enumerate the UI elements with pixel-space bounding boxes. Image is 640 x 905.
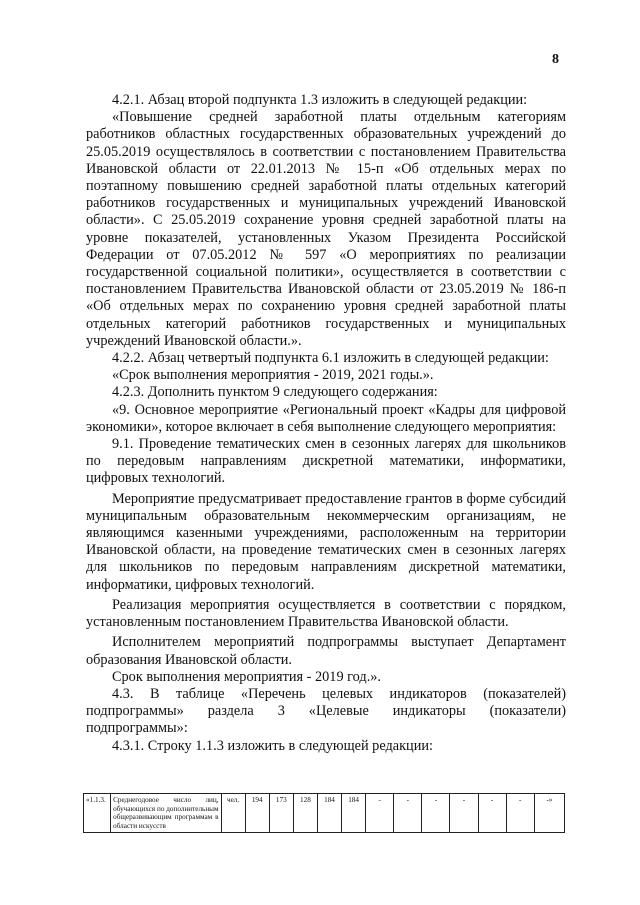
value-cell: 194 — [245, 794, 269, 833]
value-cell: - — [366, 794, 394, 833]
value-cell: - — [478, 794, 506, 833]
indicator-table-row — [83, 793, 565, 833]
paragraph-4-2-2: 4.2.2. Абзац четвертый подпункта 6.1 изложить в следующей редакции: — [112, 350, 549, 367]
value-cell: - — [422, 794, 450, 833]
paragraph-executor: Исполнителем мероприятий подпрограммы выступает Департамент образования Ивановской области. — [86, 634, 566, 668]
value-cell: - — [394, 794, 422, 833]
paragraph-term-2019: Срок выполнения мероприятия - 2019 год.». — [112, 668, 381, 685]
paragraph-measure-9-1: 9.1. Проведение тематических смен в сезонных лагерях для школьников по передовым направлениям дискретной математики, информатики, цифровых технологий. — [86, 436, 566, 487]
value-cell: 128 — [293, 794, 317, 833]
row-number-cell: «1.1.3. — [84, 794, 111, 833]
paragraph-grants: Мероприятие предусматривает предоставление грантов в форме субсидий муниципальным образовательным некоммерческим организациям, не являющимся казенными учреждениями, расположенным на территории Ивановской области, на проведение тематических смен в сезонных лагерях для школьников по передовым направлениям дискретной математики, информатики, цифровых технологий. — [86, 490, 566, 593]
paragraph-term-2019-2021: «Срок выполнения мероприятия - 2019, 2021 годы.». — [112, 367, 434, 384]
value-cell: 184 — [342, 794, 366, 833]
paragraph-4-2-1: 4.2.1. Абзац второй подпункта 1.3 изложить в следующей редакции: — [112, 92, 528, 108]
paragraph-quote-salary: «Повышение средней заработной платы отдельным категориям работников областных государственных образовательных учреждений до 25.05.2019 осуществлялось в соответствии с постановлением Правительства Ивановской области от 22.01.2013 № 15-п «Об отдельных мерах по поэтапному повышению средней заработной платы отдельных категорий работников государственных и муниципальных учреждений Ивановской области». С 25.05.2019 сохранение уровня средней заработной платы на уровне показателей, установленных Указом Президента Российской Федерации от 07.05.2012 № 597 «О мероприятиях по реализации государственной социальной политики», осуществляется в соответствии с постановлением Правительства Ивановской области от 23.05.2019 № 186-п «Об отдельных мерах по сохранению уровня средней заработной платы отдельных категорий работников государственных и муниципальных учреждений Ивановской области.». — [86, 109, 566, 349]
paragraph-4-3: 4.3. В таблице «Перечень целевых индикаторов (показателей) подпрограммы» раздела 3 «Целевые индикаторы (показатели) подпрограммы»: — [86, 685, 566, 737]
unit-cell: чел. — [221, 794, 245, 833]
paragraph-measure-9: «9. Основное мероприятие «Региональный проект «Кадры для цифровой экономики», которое включает в себя выполнение следующего мероприятия: — [86, 401, 566, 435]
page-number: 8 — [552, 52, 559, 67]
paragraph-4-3-1: 4.3.1. Строку 1.1.3 изложить в следующей редакции: — [112, 737, 433, 754]
table-row — [84, 794, 565, 833]
value-cell: 173 — [269, 794, 293, 833]
document-body — [86, 92, 566, 755]
value-cell: - — [450, 794, 478, 833]
value-cell: - — [506, 794, 534, 833]
paragraph-4-2-3: 4.2.3. Дополнить пунктом 9 следующего содержания: — [112, 384, 438, 401]
paragraph-implementation: Реализация мероприятия осуществляется в соответствии с порядком, установленным постановлением Правительства Ивановской области. — [86, 596, 566, 631]
indicator-name-cell: Среднегодовое число лиц, обучающихся по дополнительным общеразвивающим программам в области искусств — [111, 794, 221, 833]
value-cell: 184 — [317, 794, 341, 833]
value-cell-end: -» — [534, 794, 564, 833]
